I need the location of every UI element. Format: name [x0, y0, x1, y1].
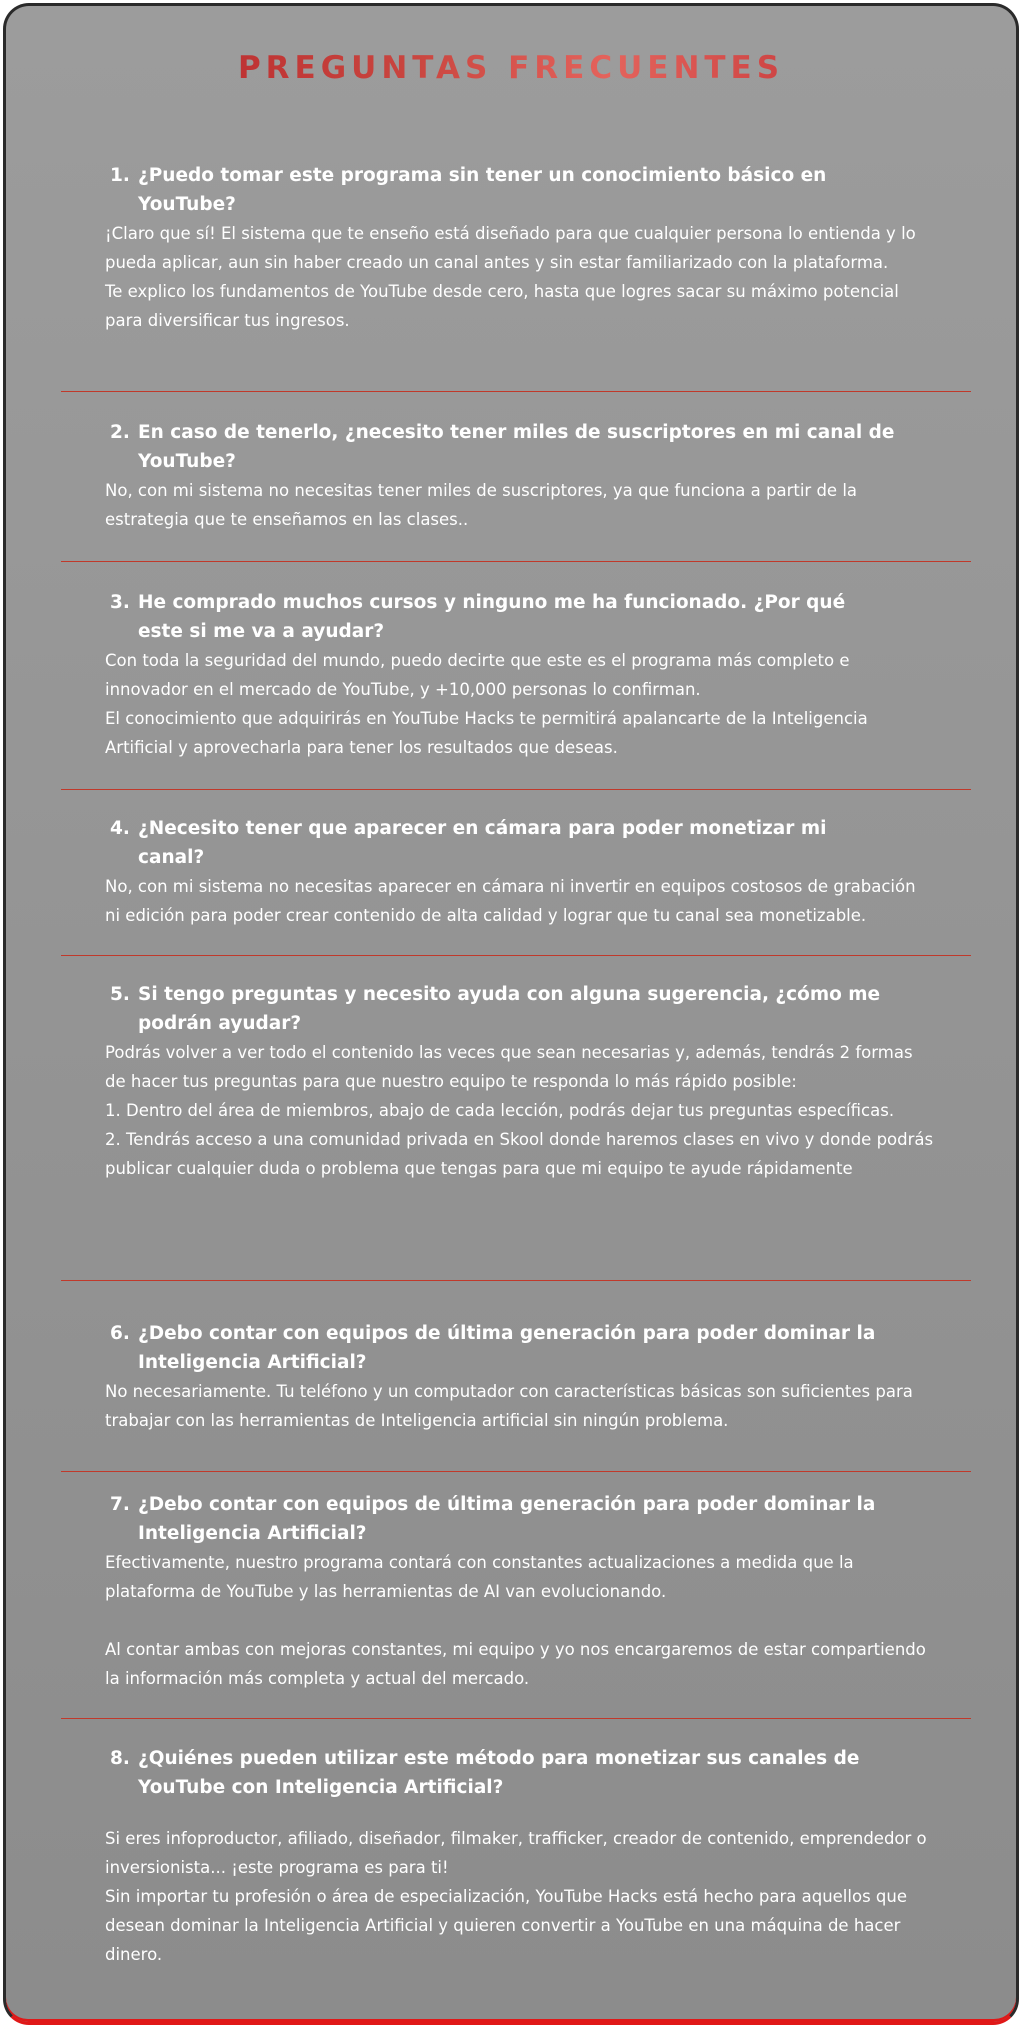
faq-number: 6.: [110, 1323, 130, 1344]
faq-divider: [61, 955, 971, 956]
faq-question-text: En caso de tenerlo, ¿necesito tener miles de suscriptores en mi canal de YouTube?: [138, 422, 895, 472]
faq-number: 1.: [110, 165, 130, 186]
faq-question-text: ¿Puedo tomar este programa sin tener un conocimiento básico en YouTube?: [138, 165, 827, 215]
faq-answer-1: ¡Claro que sí! El sistema que te enseño está diseñado para que cualquier persona lo entienda y lo pueda aplicar, aun sin haber creado un canal antes y sin estar familiarizado con la plataforma. Te explico los fundamentos de YouTube desde cero, hasta que logres sacar su máximo potencial para diversificar tus ingresos.: [105, 224, 916, 330]
faq-number: 7.: [110, 1494, 130, 1515]
faq-question-text: Si tengo preguntas y necesito ayuda con alguna sugerencia, ¿cómo me podrán ayudar?: [138, 984, 881, 1034]
faq-question-7: [105, 1490, 935, 1548]
faq-answer-7: Efectivamente, nuestro programa contará con constantes actualizaciones a medida que la plataforma de YouTube y las herramientas de AI van evolucionando. Al contar ambas con mejoras constantes, mi equipo y yo nos encargaremos de estar compartiendo la información más completa y actual del mercado.: [105, 1553, 926, 1688]
faq-question-2: [105, 418, 935, 476]
faq-question-text: ¿Debo contar con equipos de última generación para poder dominar la Inteligencia Artificial?: [138, 1323, 876, 1373]
faq-item-3: [105, 588, 935, 762]
faq-question-text: ¿Debo contar con equipos de última generación para poder dominar la Inteligencia Artificial?: [138, 1494, 876, 1544]
faq-answer-4: No, con mi sistema no necesitas aparecer en cámara ni invertir en equipos costosos de grabación ni edición para poder crear contenido de alta calidad y lograr que tu canal sea monetizable.: [105, 877, 916, 925]
faq-item-8: [105, 1744, 935, 1969]
faq-divider: [61, 561, 971, 562]
faq-divider: [61, 1718, 971, 1719]
faq-divider: [61, 1280, 971, 1281]
faq-question-text: He comprado muchos cursos y ninguno me ha funcionado. ¿Por qué este si me va a ayudar?: [138, 592, 846, 642]
faq-question-6: [105, 1319, 935, 1377]
faq-question-1: [105, 161, 935, 219]
faq-question-text: ¿Quiénes pueden utilizar este método para monetizar sus canales de YouTube con Inteligencia Artificial?: [138, 1748, 860, 1798]
faq-item-1: [105, 161, 935, 335]
faq-question-8: [105, 1744, 935, 1802]
faq-question-3: [105, 588, 935, 646]
faq-divider: [61, 391, 971, 392]
faq-item-2: [105, 418, 935, 534]
faq-item-4: [105, 814, 935, 930]
faq-number: 3.: [110, 592, 130, 613]
faq-divider: [61, 1471, 971, 1472]
faq-item-5: [105, 980, 935, 1183]
faq-question-text: ¿Necesito tener que aparecer en cámara para poder monetizar mi canal?: [138, 818, 827, 868]
faq-answer-6: No necesariamente. Tu teléfono y un computador con características básicas son suficientes para trabajar con las herramientas de Inteligencia artificial sin ningún problema.: [105, 1382, 913, 1430]
faq-number: 2.: [110, 422, 130, 443]
faq-title: PREGUNTAS FRECUENTES: [6, 50, 1016, 86]
faq-question-5: [105, 980, 935, 1038]
faq-question-4: [105, 814, 935, 872]
faq-answer-8: Si eres infoproductor, afiliado, diseñador, filmaker, trafficker, creador de contenido, emprendedor o inversionista... ¡este programa es para ti! Sin importar tu profesión o área de especialización, YouTube Hacks está hecho para aquellos que desean dominar la Inteligencia Artificial y quieren convertir a YouTube en una máquina de hacer dinero.: [105, 1829, 927, 1964]
faq-number: 4.: [110, 818, 130, 839]
faq-answer-3: Con toda la seguridad del mundo, puedo decirte que este es el programa más completo e innovador en el mercado de YouTube, y +10,000 personas lo confirman. El conocimiento que adquirirás en YouTube Hacks te permitirá apalancarte de la Inteligencia Artificial y aprovecharla para tener los resultados que deseas.: [105, 651, 868, 757]
faq-item-7: [105, 1490, 935, 1693]
faq-item-6: [105, 1319, 935, 1435]
faq-answer-2: No, con mi sistema no necesitas tener miles de suscriptores, ya que funciona a partir de la estrategia que te enseñamos en las clases..: [105, 481, 858, 529]
faq-answer-5: Podrás volver a ver todo el contenido las veces que sean necesarias y, además, tendrás 2 formas de hacer tus preguntas para que nuestro equipo te responda lo más rápido posible: 1. Dentro del área de miembros, abajo de cada lección, podrás dejar tus preguntas específicas. 2. Tendrás acceso a una comunidad privada en Skool donde haremos clases en vivo y donde podrás publicar cualquier duda o problema que tengas para que mi equipo te ayude rápidamente: [105, 1043, 934, 1178]
faq-number: 5.: [110, 984, 130, 1005]
faq-number: 8.: [110, 1748, 130, 1769]
faq-divider: [61, 789, 971, 790]
faq-card: [3, 3, 1019, 2025]
